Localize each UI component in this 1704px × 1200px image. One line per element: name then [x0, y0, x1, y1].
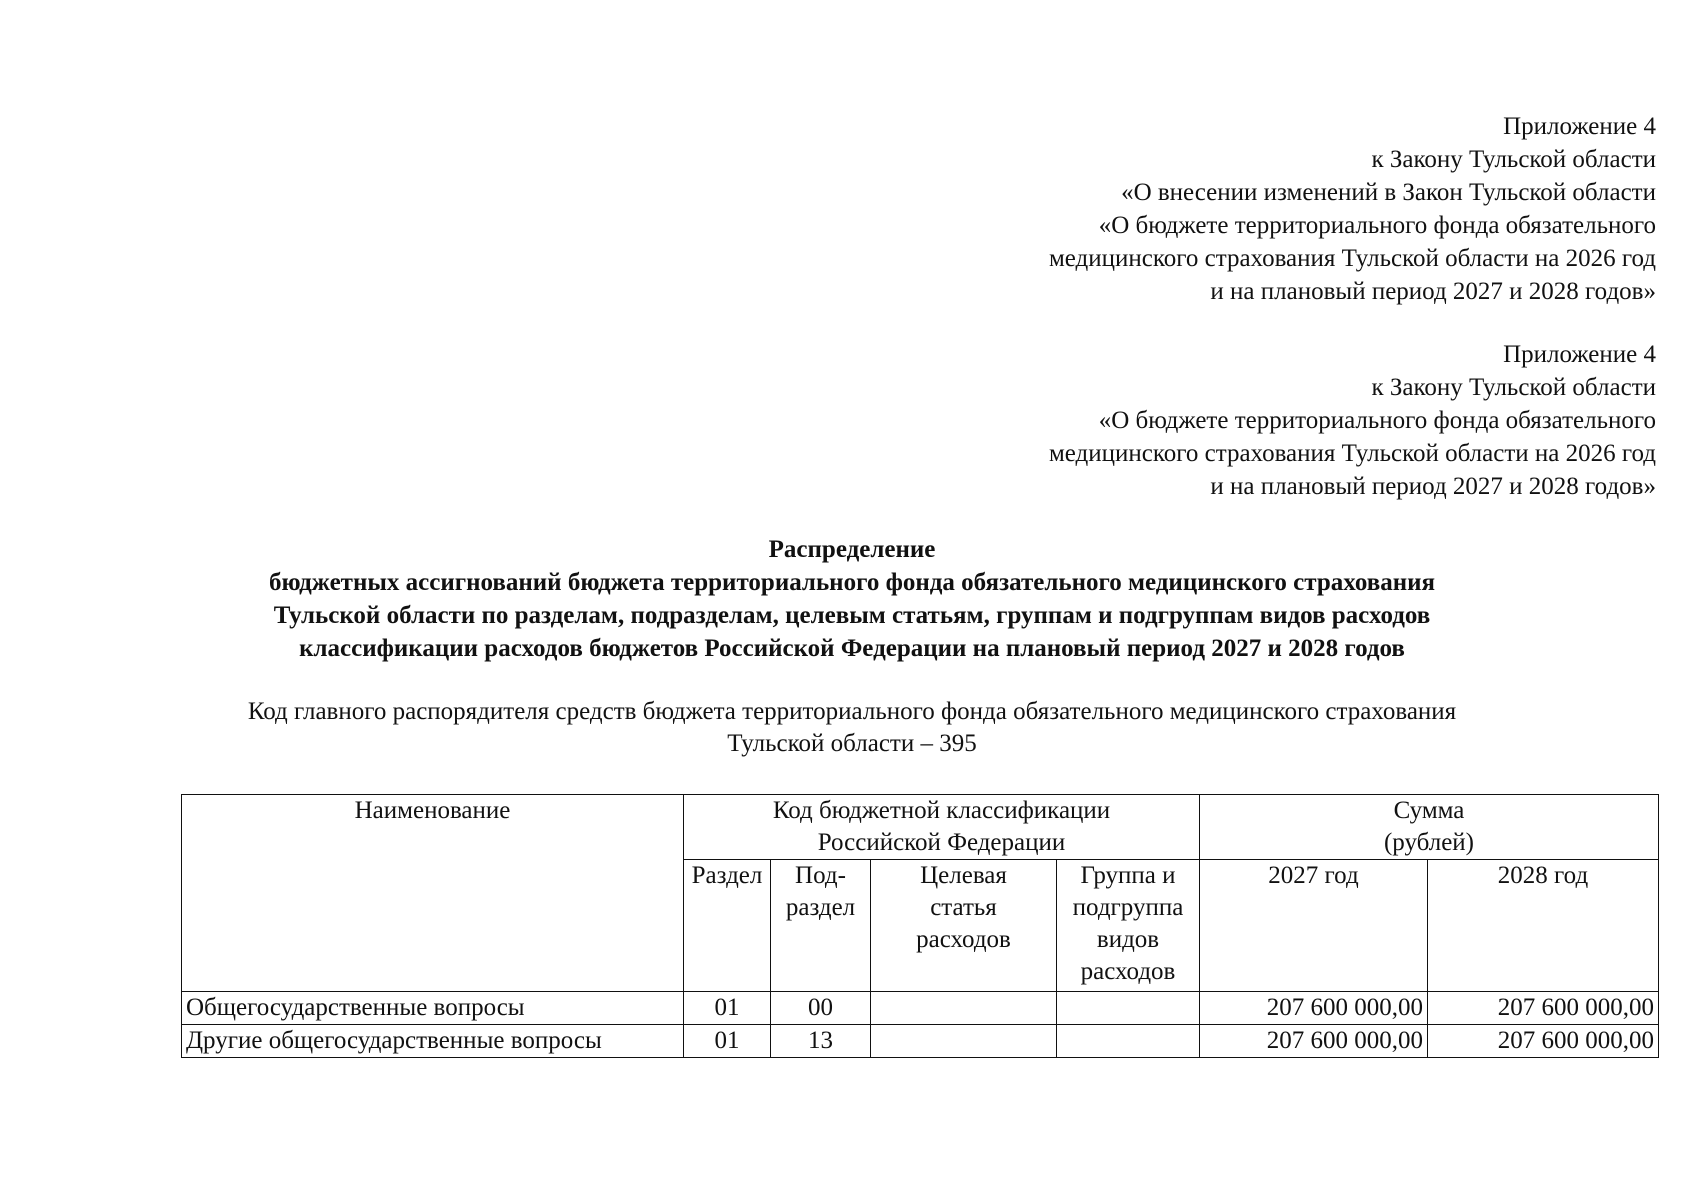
header-classification-text: Код бюджетной классификации Российской Федерации [772, 797, 1111, 856]
original-line: и на плановый период 2027 и 2028 годов» [1210, 473, 1656, 500]
header-target-article [871, 860, 1057, 992]
title-line: бюджетных ассигнований бюджета территориального фонда обязательного медицинского страхования [268, 569, 1436, 596]
budget-allocation-table [181, 794, 1659, 1058]
row-amount-2028: 207 600 000,00 [1428, 1025, 1659, 1058]
original-line: Приложение 4 [1503, 341, 1656, 368]
amendment-line: медицинского страхования Тульской области на 2026 год [1048, 245, 1656, 272]
header-year-2027: 2027 год [1200, 860, 1428, 992]
table-header-row [182, 795, 1659, 860]
row-name: Другие общегосударственные вопросы [182, 1025, 684, 1058]
header-section: Раздел [684, 860, 771, 992]
header-classification [684, 795, 1200, 860]
row-amount-2027: 207 600 000,00 [1200, 992, 1428, 1025]
original-line: «О бюджете территориального фонда обязательного [1098, 407, 1656, 434]
table-row [182, 1025, 1659, 1058]
document-title [0, 533, 1704, 665]
title-line: классификации расходов бюджетов Российской Федерации на плановый период 2027 и 2028 годов [299, 635, 1405, 662]
row-section: 01 [684, 992, 771, 1025]
amendment-line: «О бюджете территориального фонда обязательного [1098, 212, 1656, 239]
header-sum [1200, 795, 1659, 860]
header-subsection [771, 860, 871, 992]
row-amount-2027: 207 600 000,00 [1200, 1025, 1428, 1058]
header-subsection-text: Под-раздел [785, 862, 856, 921]
row-expense-group [1057, 1025, 1200, 1058]
title-line: Распределение [768, 536, 936, 563]
row-section: 01 [684, 1025, 771, 1058]
row-expense-group [1057, 992, 1200, 1025]
row-target-article [871, 1025, 1057, 1058]
title-line: Тульской области по разделам, подразделам, целевым статьям, группам и подгруппам видов расходов [273, 602, 1431, 629]
header-target-article-text: Целевая статья расходов [916, 862, 1011, 953]
header-expense-group-text: Группа и подгруппа видов расходов [1072, 862, 1184, 985]
row-amount-2028: 207 600 000,00 [1428, 992, 1659, 1025]
amendment-line: Приложение 4 [1503, 113, 1656, 140]
header-sum-text: Сумма (рублей) [1383, 797, 1475, 856]
header-name: Наименование [182, 795, 684, 992]
administrator-code [0, 696, 1704, 760]
row-name: Общегосударственные вопросы [182, 992, 684, 1025]
original-appendix-header [1049, 338, 1656, 503]
row-subsection: 13 [771, 1025, 871, 1058]
row-subsection: 00 [771, 992, 871, 1025]
code-line: Тульской области – 395 [727, 730, 977, 757]
code-line: Код главного распорядителя средств бюджета территориального фонда обязательного медицинского страхования [247, 698, 1457, 725]
original-line: к Закону Тульской области [1371, 374, 1656, 401]
header-expense-group [1057, 860, 1200, 992]
amendment-appendix-header [1049, 110, 1656, 308]
amendment-line: и на плановый период 2027 и 2028 годов» [1210, 278, 1656, 305]
header-year-2028: 2028 год [1428, 860, 1659, 992]
row-target-article [871, 992, 1057, 1025]
table-row [182, 992, 1659, 1025]
original-line: медицинского страхования Тульской области на 2026 год [1048, 440, 1656, 467]
amendment-line: «О внесении изменений в Закон Тульской области [1121, 179, 1656, 206]
amendment-line: к Закону Тульской области [1371, 146, 1656, 173]
